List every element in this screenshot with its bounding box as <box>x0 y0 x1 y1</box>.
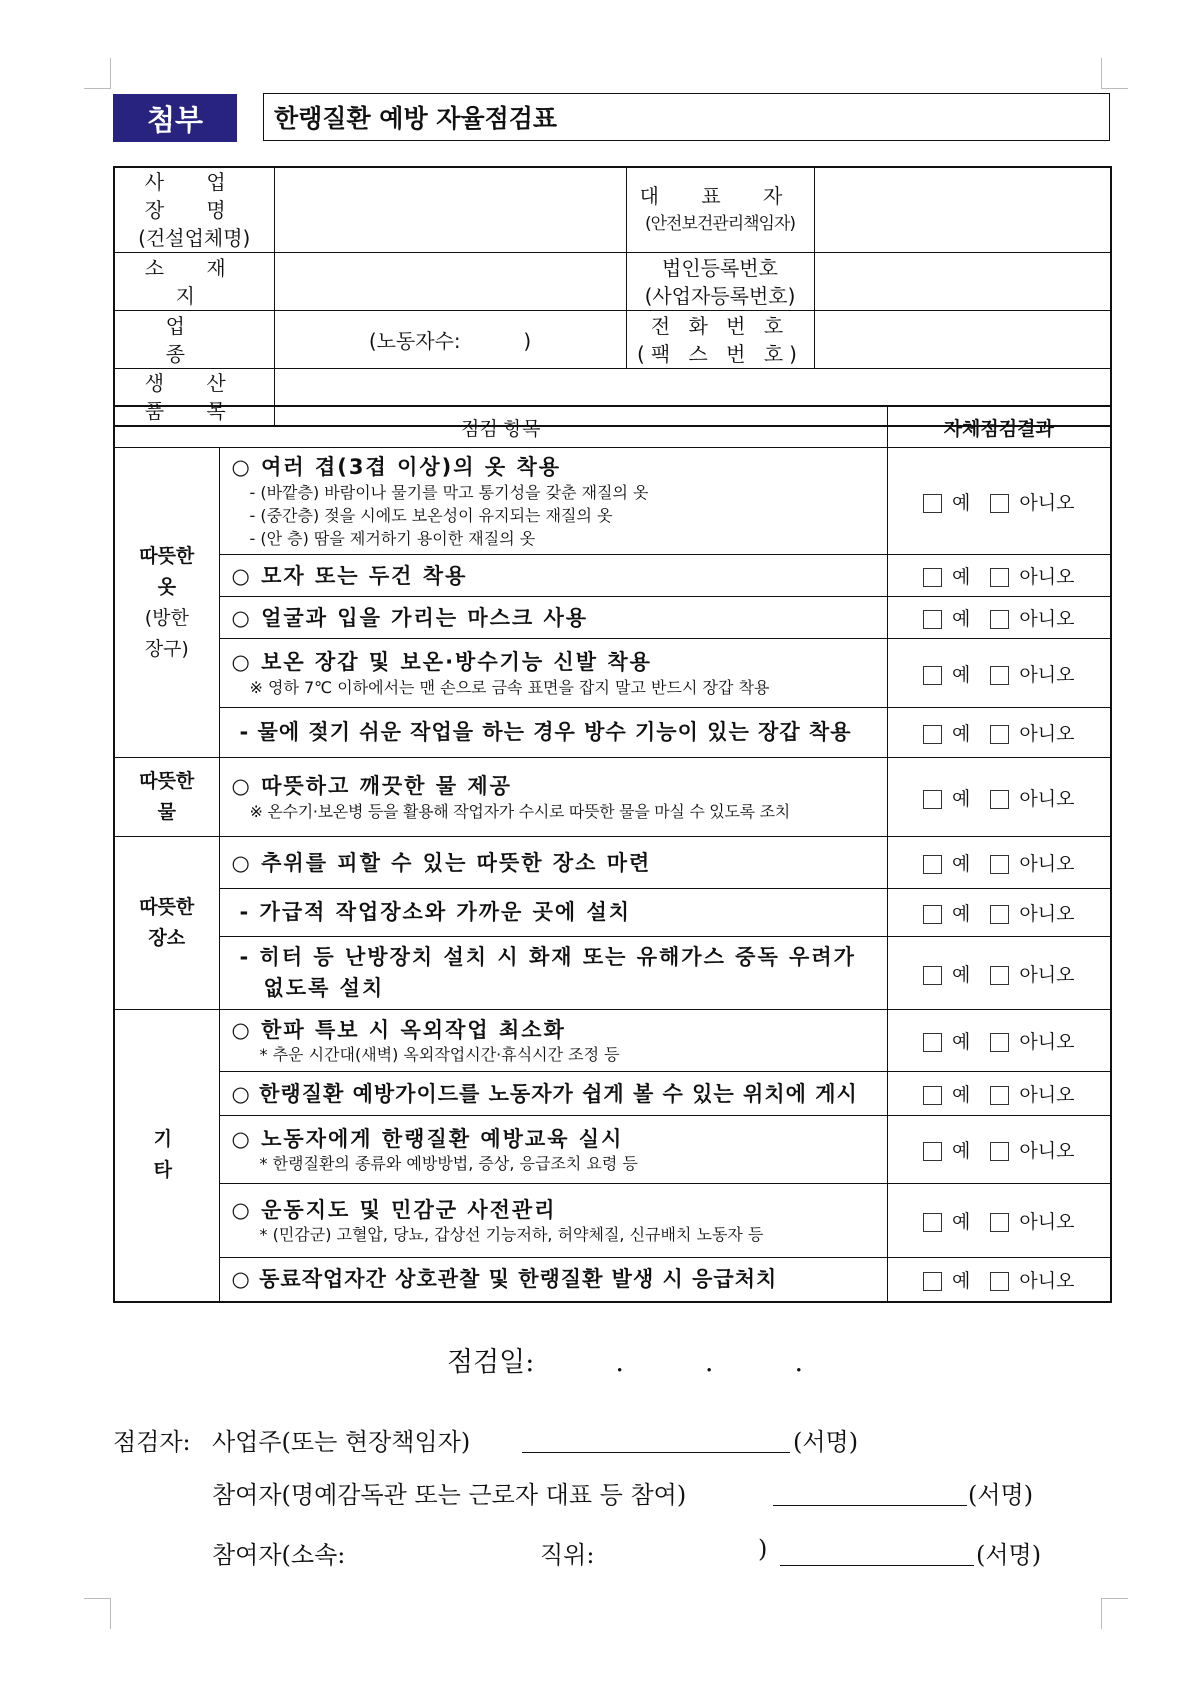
crop-mark-top-right <box>1101 58 1128 89</box>
yes-checkbox[interactable] <box>923 905 942 924</box>
col-header-result: 자체점검결과 <box>887 406 1111 448</box>
regno-value[interactable] <box>814 253 1111 311</box>
result-cell <box>887 597 1111 639</box>
yes-checkbox[interactable] <box>923 966 942 985</box>
regno-sub-label: (사업자등록번호) <box>644 283 796 308</box>
no-label: 아니오 <box>1019 903 1075 925</box>
no-label: 아니오 <box>1019 853 1075 875</box>
owner-signature-line[interactable] <box>522 1452 790 1453</box>
check-item-note: ※ 온수기·보온병 등을 활용해 작업자가 수시로 따뜻한 물을 마실 수 있도록 조치 <box>249 801 790 821</box>
result-cell <box>887 708 1111 758</box>
category-warm-clothes <box>114 448 219 758</box>
col-header-item: 점검 항목 <box>114 406 887 448</box>
category-warm-place <box>114 837 219 1010</box>
no-label: 아니오 <box>1019 608 1075 630</box>
category-sub-label: (방한 <box>144 606 189 629</box>
check-item <box>219 1072 887 1116</box>
check-item-text: ○ 모자 또는 두건 착용 <box>231 563 468 588</box>
yes-checkbox[interactable] <box>923 494 942 513</box>
yes-checkbox[interactable] <box>923 855 942 874</box>
check-item-note: ※ 영하 7℃ 이하에서는 맨 손으로 금속 표면을 잡지 말고 반드시 장갑 착용 <box>249 677 770 697</box>
no-checkbox[interactable] <box>990 1086 1009 1105</box>
yes-label: 예 <box>952 1269 971 1292</box>
check-item <box>219 889 887 937</box>
check-item-note: - (중간층) 젖을 시에도 보온성이 유지되는 재질의 옷 <box>249 505 613 525</box>
no-label: 아니오 <box>1019 663 1075 686</box>
yes-checkbox[interactable] <box>923 1213 942 1232</box>
yes-checkbox[interactable] <box>923 790 942 809</box>
rep-sub-label: (안전보건관리책임자) <box>644 214 796 234</box>
check-item <box>219 1184 887 1258</box>
no-label: 아니오 <box>1019 1269 1075 1292</box>
result-cell <box>887 758 1111 837</box>
check-item-note: * 추운 시간대(새벽) 옥외작업시간·휴식시간 조정 등 <box>259 1044 620 1064</box>
product-label: 생 산 품 목 <box>114 369 274 427</box>
check-item-text: ○ 여러 겹(3겹 이상)의 옷 착용 <box>231 454 562 479</box>
category-label: 따뜻한 <box>139 544 195 567</box>
category-label: 따뜻한 <box>139 896 195 918</box>
no-label: 아니오 <box>1019 1031 1075 1053</box>
category-others: 기 타 <box>114 1010 219 1302</box>
check-item-note: * (민감군) 고혈압, 당뇨, 갑상선 기능저하, 허약체질, 신규배치 노동자 등 <box>259 1224 764 1244</box>
participant2-signature-line[interactable] <box>780 1565 974 1566</box>
yes-label: 예 <box>952 1140 971 1162</box>
check-item-text: - 히터 등 난방장치 설치 시 화재 또는 유해가스 중독 우려가 <box>239 945 856 969</box>
category-warm-water <box>114 758 219 837</box>
yes-checkbox[interactable] <box>923 1033 942 1052</box>
phone-label-cell <box>626 311 814 369</box>
workers-label: (노동자수: <box>368 329 461 353</box>
workplace-label-cell <box>114 167 274 253</box>
result-cell <box>887 1010 1111 1072</box>
no-checkbox[interactable] <box>990 610 1009 629</box>
crop-mark-bottom-left <box>84 1598 111 1629</box>
yes-label: 예 <box>952 853 971 875</box>
check-item-note: - (안 층) 땀을 제거하기 용이한 재질의 옷 <box>249 528 536 548</box>
no-label: 아니오 <box>1019 566 1075 588</box>
regno-label-cell <box>626 253 814 311</box>
check-item <box>219 639 887 708</box>
location-value[interactable] <box>274 253 626 311</box>
no-checkbox[interactable] <box>990 966 1009 985</box>
yes-label: 예 <box>952 566 971 588</box>
workplace-label: 사 업 장 명 <box>144 170 244 222</box>
result-cell <box>887 555 1111 597</box>
inspector-label: 점검자: <box>113 1428 191 1456</box>
category-label: 물 <box>157 801 176 823</box>
check-item-note: - (바깥층) 바람이나 물기를 막고 통기성을 갖춘 재질의 옷 <box>249 482 649 502</box>
no-checkbox[interactable] <box>990 790 1009 809</box>
yes-label: 예 <box>952 1084 971 1106</box>
crop-mark-top-left <box>84 58 111 89</box>
check-item-note: * 한랭질환의 종류와 예방방법, 증상, 응급조치 요령 등 <box>259 1153 638 1173</box>
yes-checkbox[interactable] <box>923 1142 942 1161</box>
check-item-text-continued: 없도록 설치 <box>263 976 385 1000</box>
yes-label: 예 <box>952 491 971 514</box>
no-checkbox[interactable] <box>990 666 1009 685</box>
check-item <box>219 448 887 555</box>
no-checkbox[interactable] <box>990 494 1009 513</box>
yes-label: 예 <box>952 663 971 686</box>
owner-label: 사업주(또는 현장책임자) <box>212 1428 471 1456</box>
no-checkbox[interactable] <box>990 1142 1009 1161</box>
rep-label: 대 표 자 <box>639 184 801 208</box>
check-item-text: - 가급적 작업장소와 가까운 곳에 설치 <box>239 900 632 924</box>
check-item <box>219 1116 887 1184</box>
result-cell <box>887 1072 1111 1116</box>
check-item-text: ○ 보온 장갑 및 보온·방수기능 신발 착용 <box>231 649 652 674</box>
yes-label: 예 <box>952 1031 971 1053</box>
industry-label: 업 종 <box>114 311 274 369</box>
location-label: 소 재 지 <box>114 253 274 311</box>
no-label: 아니오 <box>1019 1211 1075 1233</box>
participant2-label: 참여자(소속: <box>212 1541 346 1569</box>
check-item <box>219 597 887 639</box>
position-label: 직위: <box>540 1541 595 1569</box>
participant2-sign-label: (서명) <box>976 1541 1042 1569</box>
check-item-text: ○ 동료작업자간 상호관찰 및 한랭질환 발생 시 응급처치 <box>231 1267 778 1292</box>
industry-value[interactable] <box>274 311 626 369</box>
yes-checkbox[interactable] <box>923 666 942 685</box>
category-label: 옷 <box>157 575 176 598</box>
workplace-value[interactable] <box>274 167 626 253</box>
check-item <box>219 708 887 758</box>
crop-mark-bottom-right <box>1101 1598 1128 1629</box>
category-label: 장소 <box>148 927 186 949</box>
phone-value[interactable] <box>814 311 1111 369</box>
no-checkbox[interactable] <box>990 1033 1009 1052</box>
result-cell <box>887 937 1111 1010</box>
check-item-text: ○ 한파 특보 시 옥외작업 최소화 <box>231 1017 566 1042</box>
check-item <box>219 937 887 1010</box>
result-cell <box>887 639 1111 708</box>
no-label: 아니오 <box>1019 1140 1075 1162</box>
yes-label: 예 <box>952 963 971 986</box>
rep-label-cell <box>626 167 814 253</box>
yes-checkbox[interactable] <box>923 1086 942 1105</box>
no-label: 아니오 <box>1019 787 1075 810</box>
rep-value[interactable] <box>814 167 1111 253</box>
no-checkbox[interactable] <box>990 568 1009 587</box>
check-item <box>219 837 887 889</box>
participant1-sign-label: (서명) <box>968 1481 1034 1509</box>
no-checkbox[interactable] <box>990 725 1009 744</box>
fax-label: (팩 스 번 호) <box>637 341 803 366</box>
document-title: 한랭질환 예방 자율점검표 <box>263 93 1110 141</box>
check-item <box>219 758 887 837</box>
no-label: 아니오 <box>1019 1084 1075 1106</box>
check-item <box>219 555 887 597</box>
check-item-text: ○ 운동지도 및 민감군 사전관리 <box>231 1197 557 1222</box>
yes-label: 예 <box>952 608 971 630</box>
owner-sign-label: (서명) <box>793 1428 859 1456</box>
no-label: 아니오 <box>1019 723 1075 745</box>
no-label: 아니오 <box>1019 963 1075 986</box>
yes-label: 예 <box>952 903 971 925</box>
participant1-signature-line[interactable] <box>773 1505 967 1506</box>
check-item <box>219 1010 887 1072</box>
workers-close: ) <box>523 329 532 353</box>
participant1-label: 참여자(명예감독관 또는 근로자 대표 등 참여) <box>212 1481 687 1509</box>
participant2-close: ) <box>758 1535 768 1563</box>
yes-checkbox[interactable] <box>923 610 942 629</box>
company-info-table <box>113 166 1112 427</box>
inspection-date[interactable]: 점검일: . . . <box>447 1347 804 1378</box>
check-item-text: ○ 따뜻하고 깨끗한 물 제공 <box>231 773 512 798</box>
no-checkbox[interactable] <box>990 905 1009 924</box>
yes-label: 예 <box>952 787 971 810</box>
check-item-text: ○ 노동자에게 한랭질환 예방교육 실시 <box>231 1126 624 1151</box>
yes-label: 예 <box>952 723 971 745</box>
workplace-sub-label: (건설업체명) <box>138 226 251 250</box>
no-label: 아니오 <box>1019 491 1075 514</box>
attachment-badge: 첨부 <box>113 94 237 142</box>
result-cell <box>887 837 1111 889</box>
result-cell <box>887 448 1111 555</box>
no-checkbox[interactable] <box>990 1272 1009 1291</box>
no-checkbox[interactable] <box>990 855 1009 874</box>
result-cell <box>887 1258 1111 1302</box>
phone-label: 전 화 번 호 <box>650 313 790 338</box>
category-sub-label: 장구) <box>144 637 189 660</box>
result-cell <box>887 1184 1111 1258</box>
check-item <box>219 1258 887 1302</box>
yes-checkbox[interactable] <box>923 725 942 744</box>
check-item-text: ○ 얼굴과 입을 가리는 마스크 사용 <box>231 605 589 630</box>
result-cell <box>887 889 1111 937</box>
category-label: 따뜻한 <box>139 770 195 792</box>
check-item-text: ○ 추위를 피할 수 있는 따뜻한 장소 마련 <box>231 850 652 875</box>
result-cell <box>887 1116 1111 1184</box>
yes-checkbox[interactable] <box>923 1272 942 1291</box>
no-checkbox[interactable] <box>990 1213 1009 1232</box>
regno-label: 법인등록번호 <box>662 255 778 280</box>
checklist-table <box>113 405 1112 1303</box>
yes-label: 예 <box>952 1211 971 1233</box>
check-item-text: - 물에 젖기 쉬운 작업을 하는 경우 방수 기능이 있는 장갑 착용 <box>239 720 852 744</box>
check-item-text: ○ 한랭질환 예방가이드를 노동자가 쉽게 볼 수 있는 위치에 게시 <box>231 1081 858 1106</box>
yes-checkbox[interactable] <box>923 568 942 587</box>
